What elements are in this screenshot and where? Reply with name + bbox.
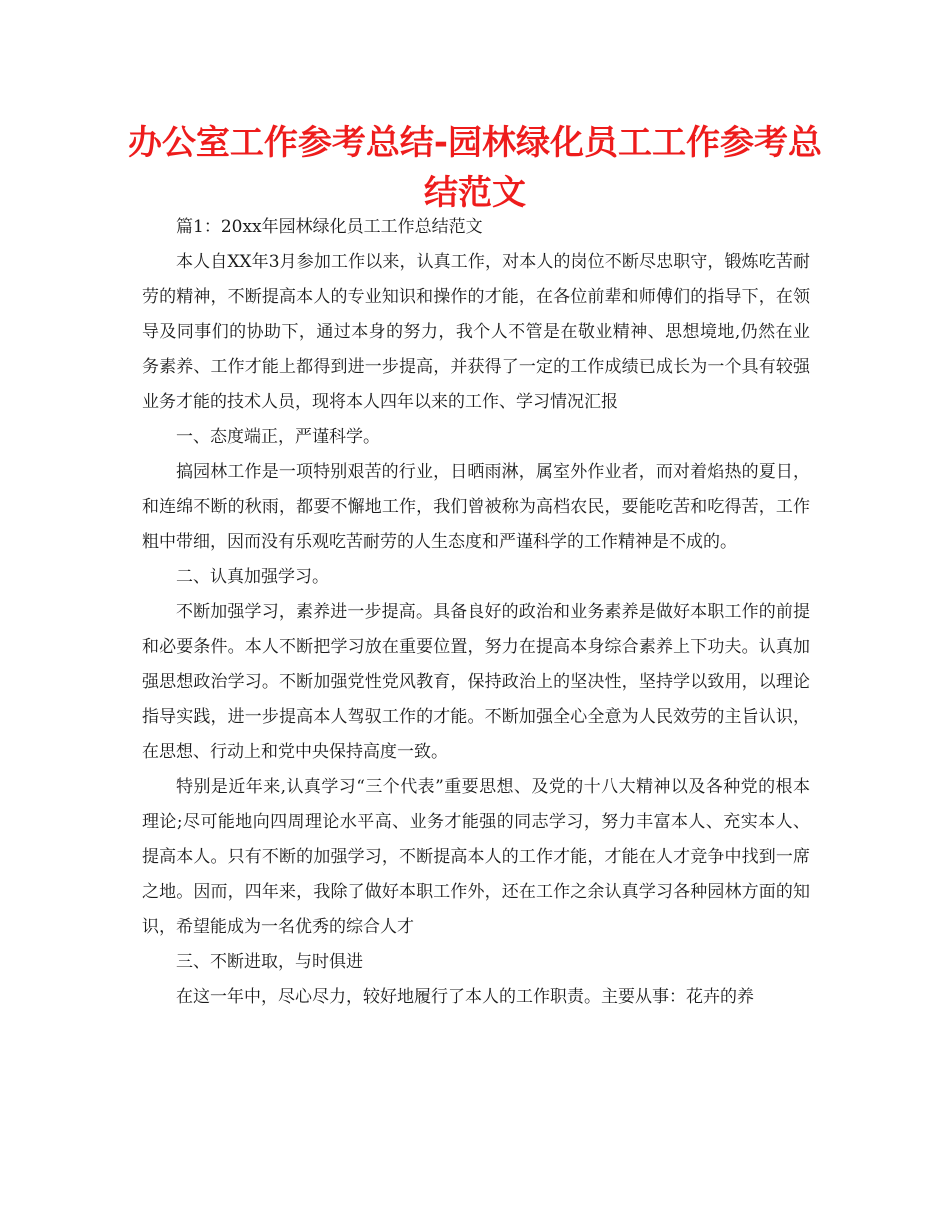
paragraph: 不断加强学习，素养进一步提高。具备良好的政治和业务素养是做好本职工作的前提和必要条件。本人不断把学习放在重要位置，努力在提高本身综合素养上下功夫。认真加强思想政治学习。不断加强党性党风教育，保持政治上的坚决性，坚持学以致用，以理论指导实践，进一步提高本人驾驭工作的才能。不断加强全心全意为人民效劳的主旨认识，在思想、行动上和党中央保持高度一致。 (142, 602, 810, 762)
section-heading: 篇1：20xx年园林绿化员工工作总结范文 (176, 217, 483, 237)
document-title: 办公室工作参考总结-园林绿化员工工作参考总结范文 (127, 123, 823, 213)
section-heading: 三、不断进取，与时俱进 (176, 952, 363, 972)
paragraph: 搞园林工作是一项特别艰苦的行业，日晒雨淋，属室外作业者，而对着焰热的夏日，和连绵不断的秋雨，都要不懈地工作，我们曾被称为高档农民，要能吃苦和吃得苦，工作粗中带细，因而没有乐观吃苦耐劳的人生态度和严谨科学的工作精神是不成的。 (142, 462, 810, 552)
section-heading: 一、态度端正，严谨科学。 (176, 427, 380, 447)
paragraph: 特别是近年来,认真学习“三个代表”重要思想、及党的十八大精神以及各种党的根本理论;尽可能地向四周理论水平高、业务才能强的同志学习，努力丰富本人、充实本人、提高本人。只有不断的加强学习，不断提高本人的工作才能，才能在人才竞争中找到一席之地。因而，四年来，我除了做好本职工作外，还在工作之余认真学习各种园林方面的知识，希望能成为一名优秀的综合人才 (142, 777, 810, 937)
section-heading: 二、认真加强学习。 (176, 567, 329, 587)
paragraph: 在这一年中，尽心尽力，较好地履行了本人的工作职责。主要从事：花卉的养 (176, 987, 754, 1007)
document-body (142, 210, 810, 1015)
paragraph: 本人自XX年3月参加工作以来，认真工作，对本人的岗位不断尽忠职守，锻炼吃苦耐劳的精神，不断提高本人的专业知识和操作的才能，在各位前辈和师傅们的指导下，在领导及同事们的协助下，通过本身的努力，我个人不管是在敬业精神、思想境地,仍然在业务素养、工作才能上都得到进一步提高，并获得了一定的工作成绩已成长为一个具有较强业务才能的技术人员，现将本人四年以来的工作、学习情况汇报 (142, 252, 810, 412)
